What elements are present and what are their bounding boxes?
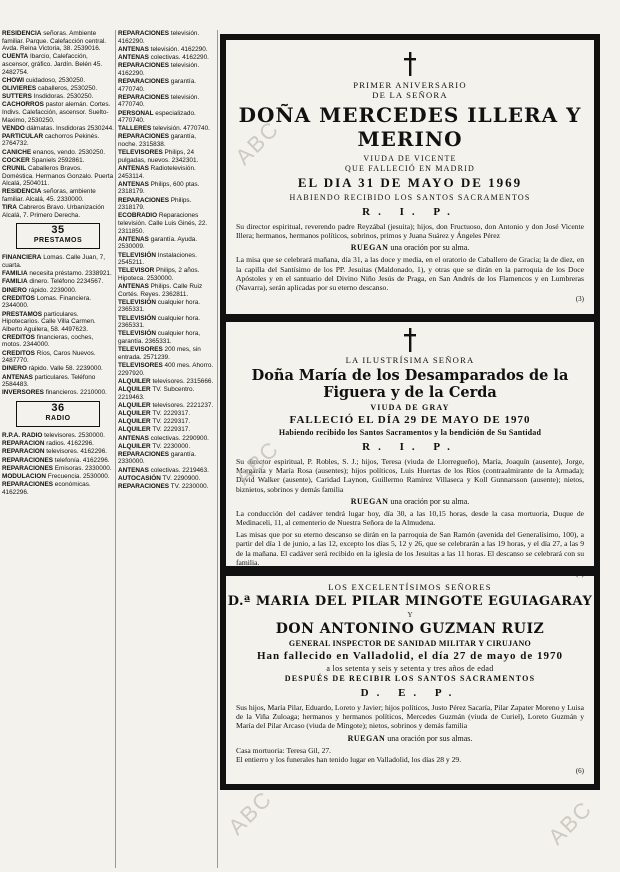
- ad-heading: CHOWI: [2, 76, 25, 84]
- sacraments-line: Habiendo recibido los Santos Sacramentos y la bendición de Su Santidad: [278, 428, 542, 437]
- ad-heading: CANICHE: [2, 148, 32, 156]
- classified-ad: [118, 252, 216, 267]
- rip-line: R. I. P.: [362, 441, 458, 453]
- ad-text: televisión. 4162290.: [150, 45, 208, 53]
- classified-ad: [118, 165, 216, 180]
- classified-ad: [118, 330, 216, 345]
- ad-text: cuidadoso, 2530250.: [25, 76, 86, 84]
- ad-heading: ANTENAS: [118, 434, 149, 442]
- classified-ad: [2, 254, 114, 269]
- ad-heading: REPARACIONES: [118, 483, 170, 491]
- ad-heading: ECOBRADIO: [118, 212, 158, 220]
- ad-text: financieras, coches, motos. 2344000.: [2, 333, 94, 349]
- ruegan-word: RUEGAN: [347, 733, 386, 743]
- notice-heading: LA ILUSTRÍSIMA SEÑORA: [345, 355, 475, 365]
- ad-text: necesita préstamo. 2338921.: [29, 270, 112, 278]
- ad-heading: CACHORROS: [2, 101, 44, 109]
- classified-ad: [118, 46, 216, 54]
- classified-ad: [2, 432, 114, 440]
- ad-text: Philips. Calle Ruiz Cortés. Reyes. 2362811.: [118, 283, 203, 298]
- classified-ad: [118, 475, 216, 483]
- ad-text: cualquier hora. 2365331.: [118, 298, 201, 314]
- ad-heading: TELEVISIÓN: [118, 330, 156, 338]
- reference-number: (6): [575, 767, 584, 776]
- classified-ad: [2, 457, 114, 465]
- ad-text: Radiotelevisión. 2453114.: [118, 165, 196, 180]
- ruegan-word: RUEGAN: [350, 496, 389, 506]
- classified-ad: [2, 133, 114, 148]
- ad-text: colectivas. 2290900.: [150, 434, 209, 442]
- classified-ad: [118, 125, 216, 133]
- request-line: [226, 243, 594, 252]
- ad-text: televisión. 4162290.: [118, 62, 200, 77]
- ad-heading: TIRA: [2, 204, 17, 212]
- death-date: Han fallecido en Valladolid, el día 27 de mayo de 1970: [256, 650, 564, 662]
- ad-heading: FINANCIERA: [2, 254, 42, 262]
- classified-ad: [2, 53, 114, 76]
- ad-heading: ALQUILER: [118, 385, 151, 393]
- burial-line: El entierro y los funerales han tenido lugar en Valladolid, los días 28 y 29.: [236, 754, 462, 764]
- watermark: ABC: [230, 115, 285, 170]
- classified-ad: [2, 295, 114, 310]
- ad-heading: PRESTAMOS: [2, 310, 43, 318]
- classified-ad: [118, 315, 216, 330]
- ad-heading: REPARACIONES: [118, 62, 170, 70]
- ad-text: Cabreros Bravo. Urbanización Alcalá, 7. Primero Derecha.: [2, 204, 105, 219]
- ruegan-word: RUEGAN: [350, 243, 389, 253]
- sacraments-line: DESPUÉS DE RECIBIR LOS SANTOS SACRAMENTOS: [284, 674, 536, 683]
- classified-ad: [118, 299, 216, 314]
- ad-text: especializado. 4770740.: [118, 109, 196, 125]
- ad-heading: TELEVISIÓN: [118, 314, 156, 322]
- ad-text: pastor alemán. Cortes. Indivs. Calefacción, ascensor. Suelto-Maximo, 2530250.: [2, 101, 111, 124]
- ad-heading: RESIDENCIA: [2, 188, 42, 196]
- ad-text: cualquier hora, garantía. 2365331.: [118, 330, 201, 346]
- classified-ad: [118, 410, 216, 418]
- rip-line: R. I. P.: [362, 206, 458, 218]
- ad-heading: PERSONAL: [118, 109, 154, 117]
- classified-ad: [2, 278, 114, 286]
- ad-heading: ALQUILER: [118, 418, 151, 426]
- ad-heading: INVERSORES: [2, 389, 44, 397]
- ad-heading: TELEVISORES: [118, 362, 163, 369]
- classified-ad: [2, 77, 114, 85]
- ad-text: señoras, ambiente familiar. Alcalá, 45. 2330000.: [2, 188, 96, 203]
- reference-number: (5): [575, 570, 584, 579]
- classified-ad: [2, 481, 114, 496]
- classified-ad: [2, 311, 114, 334]
- ad-heading: ANTENAS: [118, 165, 149, 173]
- ad-text: 200 mes, sin entrada. 2571239.: [118, 346, 201, 361]
- ad-text: dinero. Teléfono 2234567.: [29, 278, 104, 286]
- classified-ad: [118, 378, 216, 386]
- ad-heading: REPARACIONES: [118, 450, 170, 458]
- classified-ad: [2, 473, 114, 481]
- ad-heading: VENDO: [2, 124, 25, 132]
- rank-line: GENERAL INSPECTOR DE SANIDAD MILITAR Y CIRUJANO: [288, 639, 532, 648]
- widow-line: VIUDA DE VICENTE: [363, 154, 457, 163]
- classified-ad: [118, 435, 216, 443]
- ad-text: Lomas. Financiera. 2344000.: [2, 294, 92, 310]
- ad-text: Emisoras. 2330000.: [54, 464, 112, 472]
- family-list: Su director espiritual, reverendo padre Reyzábal (jesuita); hijos, don Fructuoso, don Antonio y don José Vicente Illera; hermanos, hermanos políticos, sobrinos, primos y Juana Suárez y Ángeles Pérez: [236, 222, 584, 241]
- house-line: Casa mortuoria: Teresa Gil, 27.: [236, 745, 332, 755]
- ad-text: Instalaciones. 2545211.: [118, 251, 197, 267]
- ad-text: televisión. 4770740.: [153, 125, 210, 133]
- ad-text: particulares. Hipotecarios. Calle Villa Carmen. Alberto Aguilera, 58. 4497623.: [2, 310, 96, 333]
- classified-ad: [118, 386, 216, 401]
- classified-ad: [118, 426, 216, 434]
- watermark: ABC: [230, 435, 285, 490]
- ad-heading: CREDITOS: [2, 333, 35, 341]
- classified-ad: [2, 334, 114, 349]
- ad-heading: REPARACIONES: [118, 196, 170, 204]
- classifieds-list-television: [118, 30, 216, 491]
- classified-ad: [2, 374, 114, 389]
- ad-text: garantía, noche. 2315838.: [118, 133, 197, 149]
- ad-text: garantía. Ayuda. 2530009.: [118, 235, 198, 251]
- ad-text: financieros. 2210000.: [45, 389, 107, 397]
- classified-ad: [2, 350, 114, 365]
- ad-text: TV. 2229317.: [152, 418, 191, 426]
- ad-text: rápido. 2239000.: [28, 286, 77, 294]
- ad-heading: ANTENAS: [118, 180, 149, 188]
- ad-text: televisores. 4162296.: [46, 448, 108, 456]
- ad-heading: COCKER: [2, 156, 30, 164]
- section-header-radio: [16, 401, 100, 427]
- classified-ad: [118, 133, 216, 148]
- classified-ad: [2, 85, 114, 93]
- death-date: EL DIA 31 DE MAYO DE 1969: [297, 175, 523, 190]
- ad-text: Philips, 600 ptas. 2318179.: [118, 180, 200, 196]
- ad-text: cualquier hora. 2365331.: [118, 314, 201, 330]
- ad-text: Philips. 2318179.: [118, 196, 192, 212]
- widow-line: VIUDA DE GRAY: [370, 403, 450, 412]
- ad-heading: TELEVISIÓN: [118, 251, 156, 259]
- classified-ad: [2, 165, 114, 188]
- classified-ad: [2, 149, 114, 157]
- classified-ad: [118, 181, 216, 196]
- ad-heading: RESIDENCIA: [2, 30, 42, 37]
- ad-heading: TELEVISOR: [118, 267, 155, 275]
- ruegan-rest: una oración por sus almas.: [387, 733, 473, 743]
- ad-heading: ALQUILER: [118, 377, 151, 385]
- ad-heading: REPARACIONES: [2, 456, 54, 464]
- classified-ad: [118, 418, 216, 426]
- ad-text: señoras. Ambiente familiar. Parque. Calefacción central. Avda. Reina Victoria, 38. 2539016.: [2, 30, 107, 53]
- classifieds-column-1: [2, 30, 114, 870]
- ad-heading: REPARACION: [2, 448, 45, 456]
- obituary-notice-mingote-guzman: [220, 570, 600, 790]
- ad-heading: ALQUILER: [118, 442, 151, 450]
- ad-heading: ANTENAS: [2, 373, 33, 381]
- watermark: ABC: [223, 785, 278, 840]
- section-number: 35: [51, 224, 65, 237]
- classified-ad: [118, 451, 216, 466]
- ad-heading: TELEVISORES: [118, 346, 163, 354]
- ad-text: Philips, 24 pulgadas, nuevos. 2342301.: [118, 149, 199, 164]
- ad-heading: CRUNIL: [2, 165, 27, 173]
- ad-heading: REPARACIONES: [2, 464, 54, 472]
- ad-heading: SUTTERS: [2, 93, 32, 101]
- obituary-notice-illera: [220, 34, 600, 320]
- ad-heading: ANTENAS: [118, 53, 149, 61]
- classified-ad: [2, 204, 114, 219]
- classified-ad: [2, 30, 114, 53]
- ad-text: colectivas. 2219463.: [150, 466, 209, 474]
- classified-ad: [118, 149, 216, 164]
- ages-line: a los setenta y seis y setenta y tres años de edad: [326, 664, 494, 673]
- ad-text: TV. 2230000.: [152, 442, 191, 450]
- classified-ad: [118, 30, 216, 45]
- classified-ad: [118, 402, 216, 410]
- classified-ad: [118, 467, 216, 475]
- ad-text: TV. 2229317.: [152, 426, 191, 434]
- ad-heading: ANTENAS: [118, 283, 149, 291]
- ad-text: 400 mes. Ahorro. 2297920.: [118, 362, 214, 377]
- ad-heading: REPARACIONES: [118, 30, 170, 37]
- classified-ad: [2, 287, 114, 295]
- column-divider: [115, 30, 116, 868]
- ad-text: particulares. Teléfono 2584483.: [2, 373, 96, 389]
- classified-ad: [118, 62, 216, 77]
- notice-heading: LOS EXCELENTÍSIMOS SEÑORES: [328, 582, 492, 592]
- classified-ad: [118, 443, 216, 451]
- notice-heading: PRIMER ANIVERSARIO: [353, 80, 467, 90]
- ad-heading: CUENTA: [2, 53, 29, 61]
- classified-ad: [2, 101, 114, 124]
- classified-ad: [118, 197, 216, 212]
- deceased-name-2: DON ANTONINO GUZMAN RUIZ: [275, 621, 545, 637]
- ad-text: Ríos, Caros Nuevos. 2487770.: [2, 349, 96, 365]
- ad-heading: ALQUILER: [118, 426, 151, 434]
- request-line: [226, 734, 594, 743]
- ad-text: Reparaciones televisión. Calle Luis Ginés, 22. 2311850.: [118, 212, 208, 235]
- ad-text: TV. 2230000.: [170, 483, 209, 491]
- column-divider: [217, 30, 218, 868]
- ad-text: garantía. 4770740.: [118, 77, 197, 93]
- ad-heading: TELEVISORES: [118, 149, 163, 157]
- notice-subheading: DE LA SEÑORA: [372, 90, 448, 100]
- family-list: Sus hijos, María Pilar, Eduardo, Loreto y Javier; hijos políticos, Justo Pérez Sacaría, Pilar Zapater Moreno y Luisa de la Viña Zuloaga; hermanos y hermanos políticos, Mercedes Guzmán (viuda de Curiel), Loreto Guzmán y María del Pilar Arcaso (viuda de Mingote); nietos, sobrinos y demás familia: [236, 703, 584, 731]
- ad-text: económicas. 4162296.: [2, 481, 91, 496]
- ad-text: colectivas. 4162290.: [150, 53, 209, 61]
- ad-heading: ANTENAS: [118, 235, 149, 243]
- classified-ad: [118, 236, 216, 251]
- classifieds-list-radio: [2, 432, 114, 496]
- classified-ad: [2, 188, 114, 203]
- ad-heading: AUTOCASIÓN: [118, 474, 161, 482]
- classified-ad: [118, 362, 216, 377]
- reference-number: (3): [575, 295, 584, 304]
- classified-ad: [2, 465, 114, 473]
- ad-text: televisión. 4770740.: [118, 93, 200, 109]
- died-line: QUE FALLECIÓ EN MADRID: [344, 164, 476, 173]
- masses-text: Las misas que por su eterno descanso se dirán en la parroquia de San Ramón (avenida del Generalísimo, 100), a partir del día 1 de junio, a las 12, excepto los días 5, 12 y 26, que se celebrarán a las 19 horas, y el día 27, a las 9 de la mañana. El cadáver será recibido en la iglesia de los Jesuitas a las 11 horas. El descanso se celebrará con su familia.: [236, 530, 584, 567]
- ad-heading: OLIVIERES: [2, 84, 37, 92]
- ad-heading: TELEVISIÓN: [118, 298, 156, 306]
- ad-heading: PARTICULAR: [2, 132, 44, 140]
- ad-heading: REPARACIONES: [118, 93, 170, 101]
- obituary-notice-figuera: [220, 316, 600, 579]
- ad-text: televisores. 2315666.: [152, 377, 214, 385]
- ad-heading: REPARACIONES: [118, 133, 170, 141]
- ad-text: radios. 4162296.: [46, 440, 94, 448]
- classified-ad: [2, 389, 114, 397]
- classified-ad: [2, 270, 114, 278]
- ad-text: televisión. 4162290.: [118, 30, 200, 45]
- ad-text: telefonía. 4162296.: [54, 456, 110, 464]
- cross-icon: [403, 52, 417, 76]
- classified-ad: [2, 448, 114, 456]
- classifieds-list-top: [2, 30, 114, 219]
- classified-ad: [118, 78, 216, 93]
- classified-ad: [2, 157, 114, 165]
- cross-icon: [403, 328, 417, 352]
- sacraments-line: HABIENDO RECIBIDO LOS SANTOS SACRAMENTOS: [289, 193, 531, 202]
- section-label: RADIO: [45, 415, 71, 422]
- ad-text: dálmatas. Insdidoras 2530244.: [26, 124, 114, 132]
- ad-heading: FAMILIA: [2, 270, 28, 278]
- ad-text: rápido. Valle 58. 2239000.: [28, 365, 103, 373]
- request-line: [226, 497, 594, 506]
- classified-ad: [118, 267, 216, 282]
- classified-ad: [2, 125, 114, 133]
- classified-ad: [118, 110, 216, 125]
- ad-heading: ALQUILER: [118, 401, 151, 409]
- ad-heading: DINERO: [2, 365, 27, 373]
- ruegan-rest: una oración por su alma.: [390, 243, 470, 253]
- ad-heading: ANTENAS: [118, 466, 149, 474]
- classifieds-list-prestamos: [2, 254, 114, 397]
- funeral-text: La conducción del cadáver tendrá lugar hoy, día 30, a las 10,15 horas, desde la casa mortuoria, Duque de Medinaceli, 11, al cementerio de Nuestra Señora de la Almudena.: [236, 508, 584, 528]
- ad-heading: MODULACION: [2, 472, 47, 480]
- classified-ad: [118, 483, 216, 491]
- classified-ad: [118, 283, 216, 298]
- ad-text: Insdidoras. 2530250.: [33, 93, 94, 101]
- classified-ad: [118, 54, 216, 62]
- mass-text: La misa que se celebrará mañana, día 31, a las doce y media, en el oratorio de Caballero de Gracia; la de diez, en la capilla del Santísimo de los PP. Jesuitas (Maldonado, 1), y otras que se dirán en la parroquia de los Doce Apóstoles y en el santuario del Divino Niño Jesús de Praga, en San Andrés de los Flamencos y en Lumbreras (Navarra), serán aplicadas por su eterno descanso.: [236, 255, 584, 293]
- ad-heading: FAMILIA: [2, 278, 28, 286]
- conjunction: Y: [407, 611, 413, 619]
- ad-text: TV. 2290900.: [162, 474, 201, 482]
- ad-heading: DINERO: [2, 286, 27, 294]
- section-label: PRESTAMOS: [33, 237, 83, 245]
- ad-text: Frecuencia. 2530000.: [47, 472, 110, 480]
- death-date: FALLECIÓ EL DÍA 29 DE MAYO DE 1970: [289, 414, 531, 426]
- dep-line: D. E. P.: [360, 687, 460, 699]
- ad-text: Ibarcio, Calefacción, ascensor, gráfico. Jardín. Belén 45. 2482754.: [2, 53, 103, 76]
- classified-ad: [2, 440, 114, 448]
- ad-heading: ANTENAS: [118, 45, 149, 53]
- watermark: ABC: [543, 795, 598, 850]
- deceased-name: Doña María de los Desamparados de la Figuera y de la Cerda: [251, 367, 569, 401]
- ad-text: caballeros, 2530250.: [37, 84, 98, 92]
- ruegan-rest: una oración por su alma.: [390, 496, 470, 506]
- ad-text: Caballeros Bravos. Doméstica. Hermanos Gonzalo. Puerta Alcalá, 2504011.: [2, 165, 114, 188]
- classified-ad: [118, 346, 216, 361]
- ad-text: TV. 2229317.: [152, 409, 191, 417]
- ad-text: Lomas. Calle Juan, 7, cuarta.: [2, 254, 106, 269]
- ad-heading: R.P.A. RADIO: [2, 432, 43, 439]
- ad-text: garantía. 2330000.: [118, 450, 197, 466]
- ad-heading: TALLERES: [118, 125, 152, 133]
- classified-ad: [2, 93, 114, 101]
- ad-heading: CREDITOS: [2, 349, 35, 357]
- section-number: 36: [51, 402, 65, 414]
- ad-text: Philips, 2 años. Hipoteca. 2530000.: [118, 267, 200, 282]
- classified-ad: [2, 365, 114, 373]
- classified-ad: [118, 212, 216, 235]
- ad-text: cachorros Pekinés. 2764732.: [2, 132, 100, 148]
- ad-heading: REPARACIONES: [2, 481, 54, 489]
- ad-heading: ALQUILER: [118, 409, 151, 417]
- ad-text: TV. Subcentro. 2219463.: [118, 385, 195, 401]
- ad-text: televisores. 2221237.: [152, 401, 214, 409]
- classifieds-column-2: [118, 30, 216, 870]
- classified-ad: [118, 94, 216, 109]
- ad-heading: CREDITOS: [2, 294, 35, 302]
- deceased-name-1: D.ª MARIA DEL PILAR MINGOTE EGUIAGARAY: [227, 594, 593, 609]
- ad-text: enanos, vendo. 2530250.: [32, 148, 106, 156]
- ad-text: Spaniels 2592861.: [31, 156, 85, 164]
- section-header-prestamos: [16, 223, 100, 249]
- ad-text: televisores. 2530000.: [44, 432, 105, 439]
- family-list: Su director espiritual, P. Robles, S. J.; hijos, Teresa (viuda de Llorregueño), María, Joaquín (ausente), Jorge, Margarita y María Rosa (ausentes); hijos políticos, Luis Huertas de los Ríos (contraalmirante de la Armada); David Walker (ausente), Caridad Laynon, Guillermo Ramírez Villaseca y Koll Gunnarsson (ausente); nietos, biznietos, sobrinos y demás familia: [236, 457, 584, 494]
- deceased-name: DOÑA MERCEDES ILLERA Y MERINO: [238, 103, 582, 151]
- ad-heading: REPARACIONES: [118, 77, 170, 85]
- ad-heading: REPARACION: [2, 440, 45, 448]
